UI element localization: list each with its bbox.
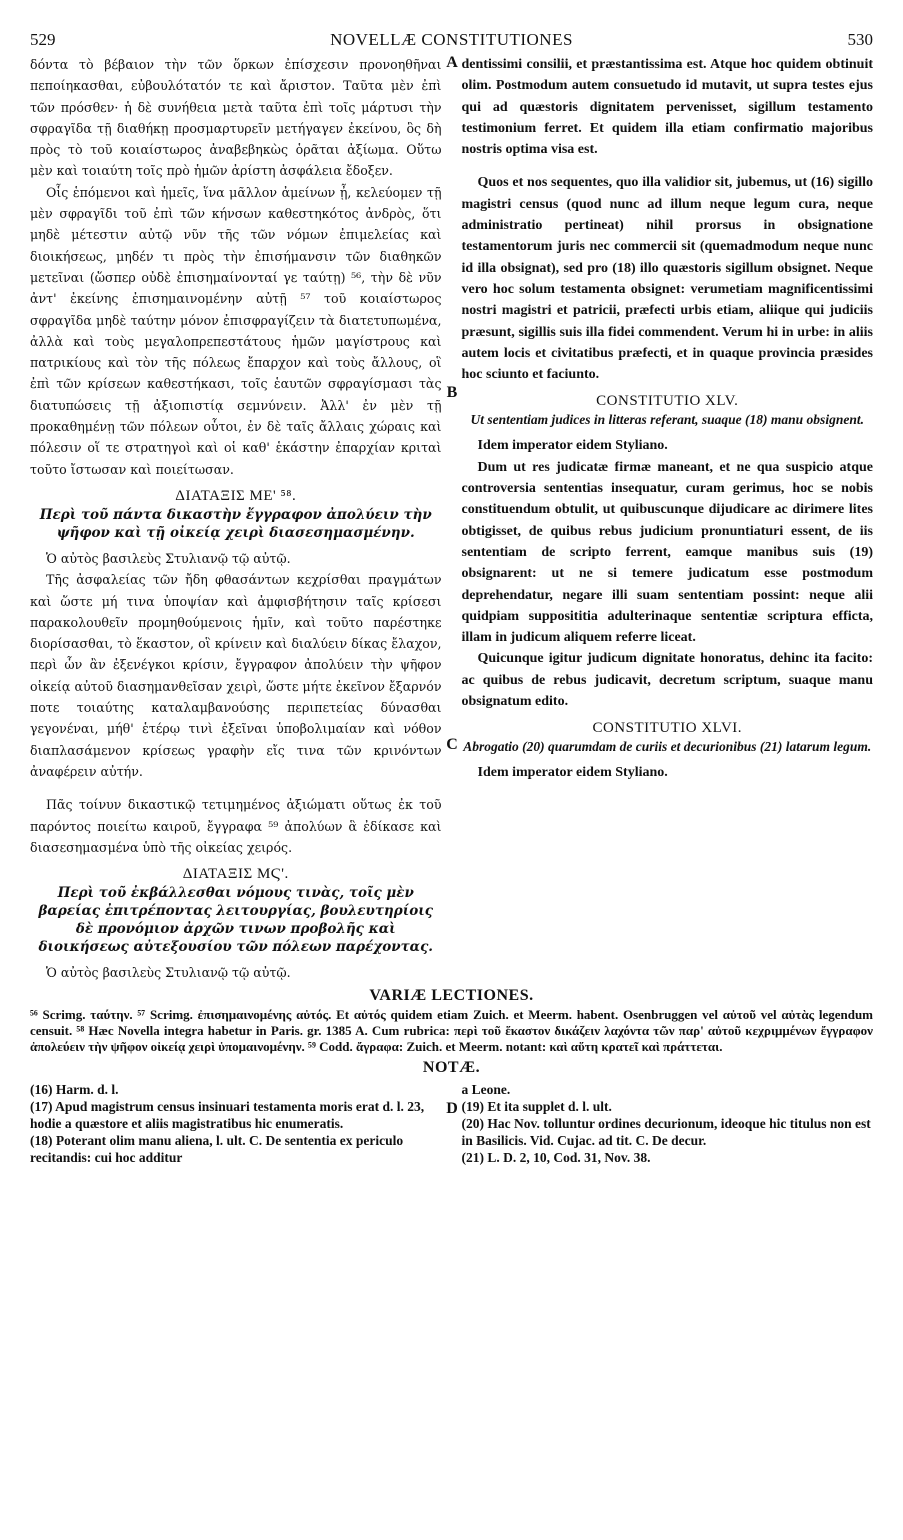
greek-paragraph: Τῆς ἀσφαλείας τῶν ἤδη φθασάντων κεχρίσθαι πραγμάτων καὶ ὥστε μή τινα ὑποψίαν καὶ ἀμφισβήτησιν ταῖς κρίσεσι παρακολουθεῖν προμηθούμενοις ἡμῖν, καὶ τοῦτο παρέστηκε διορίσασθαι, τὸ ἕκαστον, οἳ κρίνειν καὶ διαλύειν δίκας ἔλαχον, περὶ ὧν ἂν ἐξενέγκοι κρίσιν, ἔγγραφον ἀπολύειν τὴν ψῆφον οἰκείᾳ αὐτοῦ διασημανθεῖσαν χειρὶ, ὥστε μήτε ἐκεῖνον ἔξαρνόν ποτε τοιαύτης καταλαμβανούσης περιπετείας δύνασθαι γεγονέναι, μήθ' ἑτέρῳ τινὶ ἐξεῖναι ὑποβολιμαίαν καὶ νόθον διαπλασάμενον κρίσεως γραφὴν εἴς τινα τῶν κρινόντων ἀναφέρειν αὐτήν. <box>30 572 442 779</box>
greek-address: Ὁ αὐτὸς βασιλεὺς Στυλιανῷ τῷ αὐτῷ. <box>46 550 291 566</box>
note-item: (16) Harm. d. l. <box>30 1082 119 1098</box>
latin-paragraph: Dum ut res judicatæ firmæ maneant, et ne qua suspicio atque controversia sententias insequatur, curam gerimus, hoc se nobis constituendum obtulit, ut quibuscunque dijudicare ac dirimere lites obtigisset, de quibus rebus judicium pronuntiaturi essent, de iis sententiam de scripto ferrent, eamque manibus suis (19) obsignarent: ut ne si temere judicatum esse postmodum deprehendatur, negare illi suam sententiam possint: neque alii quidpiam supposititia adulterinaque sententiæ scriptura efficta, illam in judicum aliquem referre liceat. <box>461 459 873 646</box>
note-item: a Leone. <box>461 1082 511 1098</box>
note-item: (18) Poterant olim manu aliena, l. ult. C. De sententia ex periculo recitandis: cui hoc additur <box>30 1133 404 1166</box>
page-number-left: 529 <box>30 30 56 49</box>
margin-marker-d: D <box>446 1100 458 1117</box>
latin-rubric-45: Ut sententiam judices in litteras referant, suaque (18) manu obsignent. <box>470 412 864 428</box>
greek-heading-46: ΔΙΑΤΑΞΙΣ ΜϚ'. <box>182 866 289 883</box>
notae-right-column <box>452 1081 874 1166</box>
margin-marker-a: A <box>446 54 458 71</box>
notae-left-column <box>30 1081 452 1166</box>
latin-paragraph: dentissimi consilii, et præstantissima est. Atque hoc quidem obtinuit olim. Postmodum autem consuetudo id mutavit, ut supra testes ejus qui ad quæstoris dignitatem pervenisset, sigillum testamento testimonium ferret. Et quidem illa etiam confirmatio majoribus nostris optima visa est. <box>461 57 873 158</box>
latin-column <box>452 54 874 983</box>
greek-paragraph: Πᾶς τοίνυν δικαστικῷ τετιμημένος ἀξιώματι οὕτως ἐκ τοῦ παρόντος ποιείτω καιροῦ, ἔγγραφα ⁵⁹ ἀπολύων ἃ ἐδίκασε καὶ διασεσημασμένα ὑπὸ τῆς οἰκείας χειρός. <box>30 797 442 855</box>
latin-address: Idem imperator eidem Styliano. <box>477 438 668 454</box>
note-item: (19) Et ita supplet d. l. ult. <box>461 1099 612 1115</box>
running-header <box>30 30 873 50</box>
note-item: (20) Hac Nov. tolluntur ordines decurionum, ideoque hic titulus non est in Basilicis. Vid. Cujac. ad tit. C. De decur. <box>461 1116 871 1149</box>
note-item: (21) L. D. 2, 10, Cod. 31, Nov. 38. <box>461 1150 651 1166</box>
greek-heading-45: ΔΙΑΤΑΞΙΣ ΜΕ' ⁵⁸. <box>175 487 297 504</box>
greek-paragraph: δόντα τὸ βέβαιον τὴν τῶν ὅρκων ἐπίσχεσιν προνοηθῆναι πεποίηκασθαι, εὐβουλότατόν τε καὶ ἄριστον. Ταῦτα μὲν ἐπὶ τῶν πρόσθεν· ἡ δὲ συνήθεια μετὰ ταῦτα ἐπὶ τοῖς μάρτυσι τὴν σφραγῖδα τῇ διαθήκῃ προσμαρτυρεῖν μετήγαγεν ἐκείνου, ὃς δὴ πρὸς τὸ τοῦ κοιαίστωρος ἀναβεβηκὼς ὁρᾶται ἀξίωμα. Οὕτω μὲν καὶ τοιαύτη τοῖς πρὸ ἡμῶν ἀρίστη ἀσφάλεια ἔδοξεν. <box>30 57 442 179</box>
notae-body <box>30 1081 873 1166</box>
latin-heading-45: CONSTITUTIO XLV. <box>596 393 739 410</box>
variae-lectiones-title: VARIÆ LECTIONES. <box>369 987 534 1005</box>
latin-paragraph: Quicunque igitur judicum dignitate honoratus, dehinc ita facito: ac quibus de rebus judicavit, decretum scriptum, suaque manu obsignatum edito. <box>461 651 873 710</box>
greek-rubric-46: Περὶ τοῦ ἐκβάλλεσθαι νόμους τινὰς, τοῖς μὲν βαρείας ἐπιτρέποντας λειτουργίας, βουλευτηρίοις δὲ προνόμιον ἀρχῶν τινων προβολῆς καὶ διοικήσεως αὐτεξουσίου τῶν πόλεων παρέχοντας. <box>38 885 434 956</box>
margin-marker-b: B <box>446 384 458 401</box>
greek-column <box>30 54 452 983</box>
page-number-right: 530 <box>847 30 873 49</box>
latin-heading-46: CONSTITUTIO XLVI. <box>592 720 743 737</box>
greek-address: Ὁ αὐτὸς βασιλεὺς Στυλιανῷ τῷ αὐτῷ. <box>46 965 291 981</box>
greek-paragraph: Οἷς ἑπόμενοι καὶ ἡμεῖς, ἵνα μᾶλλον ἀμείνων ᾖ, κελεύομεν τῇ μὲν σφραγῖδι τοῦ ἐπὶ τῶν κήνσων καθεστηκότος ἀνδρὸς, ὅτι μηδὲ μέτεστιν αὐτῷ νῦν τῆς τῶν νόμων ἐπιμελείας καὶ διοικήσεως, μηδέν τι πρὸς τὴν ἐπισήμανσιν τῶν διαθηκῶν μετεῖναι (ὥσπερ οὐδὲ ἐπισημαίνονταί γε ταύτῃ) ⁵⁶, τὴν δὲ νῦν ἀντ' ἐκείνης ἐπισημαινομένην αὐτῇ ⁵⁷ τοῦ κοιαίστωρος σφραγῖδα μηδὲ ταύτην μόνον ἐπισφραγίζειν τὰ διατετυπωμένα, ἀλλὰ καὶ τοὺς μεγαλοπρεπεστάτους ἡμῶν μαγίστρους καὶ πατρικίους καὶ τὸν τῆς πόλεως ἔπαρχον καὶ τοὺς ἄλλους, οἳ ἐπὶ τῶν κρίσεων καθεστήκασι, τοῖς ἑαυτῶν σφραγίσμασι τὰς διατυπώσεις τῇ ἀξιοπιστίᾳ σεμνύνειν. Ἀλλ' ἐν μὲν τῇ προκαθημένῃ τῶν πόλεων οὗτοι, ἐν δὲ ταῖς ἄλλαις χώραις καὶ πόλεσιν οἵ τε στρατηγοὶ καὶ οἱ καθ' ἑκάστην ἐπαρχίαν κριταὶ τοῦτο ἴστωσαν καὶ ποιείτωσαν. <box>30 184 442 477</box>
page <box>30 30 873 1510</box>
greek-rubric-45: Περὶ τοῦ πάντα δικαστὴν ἔγγραφον ἀπολύειν τὴν ψῆφον καὶ τῇ οἰκείᾳ χειρὶ διασεσημασμένην. <box>39 506 432 541</box>
note-item: (17) Apud magistrum census insinuari testamenta moris erat d. l. 23, hodie a quæstore et aliis magistratibus hic enumeratis. <box>30 1099 425 1132</box>
latin-paragraph: Quos et nos sequentes, quo illa validior sit, jubemus, ut (16) sigillo magistri census (quod nunc ad illum neque legum cura, neque administratio pertineat) nihil prorsus in obsignatione testamentorum juris nec commercii sit (quemadmodum neque nunc id illa obsignat), sed pro (18) illo quæstoris sigillum obsignet. Neque vero hoc solum testamenta obsignet: verumetiam magnificentissimi nostri magistri et patricii, præfecti urbis etiam, aliique qui judiciis præsunt, sigillis suis illa fidei commendent. Verum hi in urbe: in aliis autem locis et civitatibus præfecti, et in quaque provincia præsides hoc sciunto et faciunto. <box>461 175 873 383</box>
running-title: NOVELLÆ CONSTITUTIONES <box>330 30 573 49</box>
latin-address: Idem imperator eidem Styliano. <box>477 765 668 781</box>
latin-rubric-46: Abrogatio (20) quarumdam de curiis et decurionibus (21) latarum legum. <box>463 739 872 755</box>
margin-marker-c: C <box>446 736 458 753</box>
variae-lectiones-text: ⁵⁶ Scrimg. ταύτην. ⁵⁷ Scrimg. ἐπισημαινομένης αὐτός. Et αὐτός quidem etiam Zuich. et Meerm. habent. Osenbruggen vel αὐτοῦ vel αὐτὰς legendum censuit. ⁵⁸ Hæc Novella integra habetur in Paris. gr. 1385 A. Cum rubrica: περὶ τοῦ ἕκαστον δικάζειν λαχόντα τῶν παρ' αὐτοῦ κεχριμμένων ἔγγραφον ἀπολεύειν τὴν ψῆφον οἰκείᾳ χειρὶ ὑπομαινομένην. ⁵⁹ Codd. ἄγραφα: Zuich. et Meerm. notant: καὶ αὕτη κρατεῖ καὶ πράττεται. <box>30 1007 873 1055</box>
notae-title: NOTÆ. <box>422 1059 481 1077</box>
